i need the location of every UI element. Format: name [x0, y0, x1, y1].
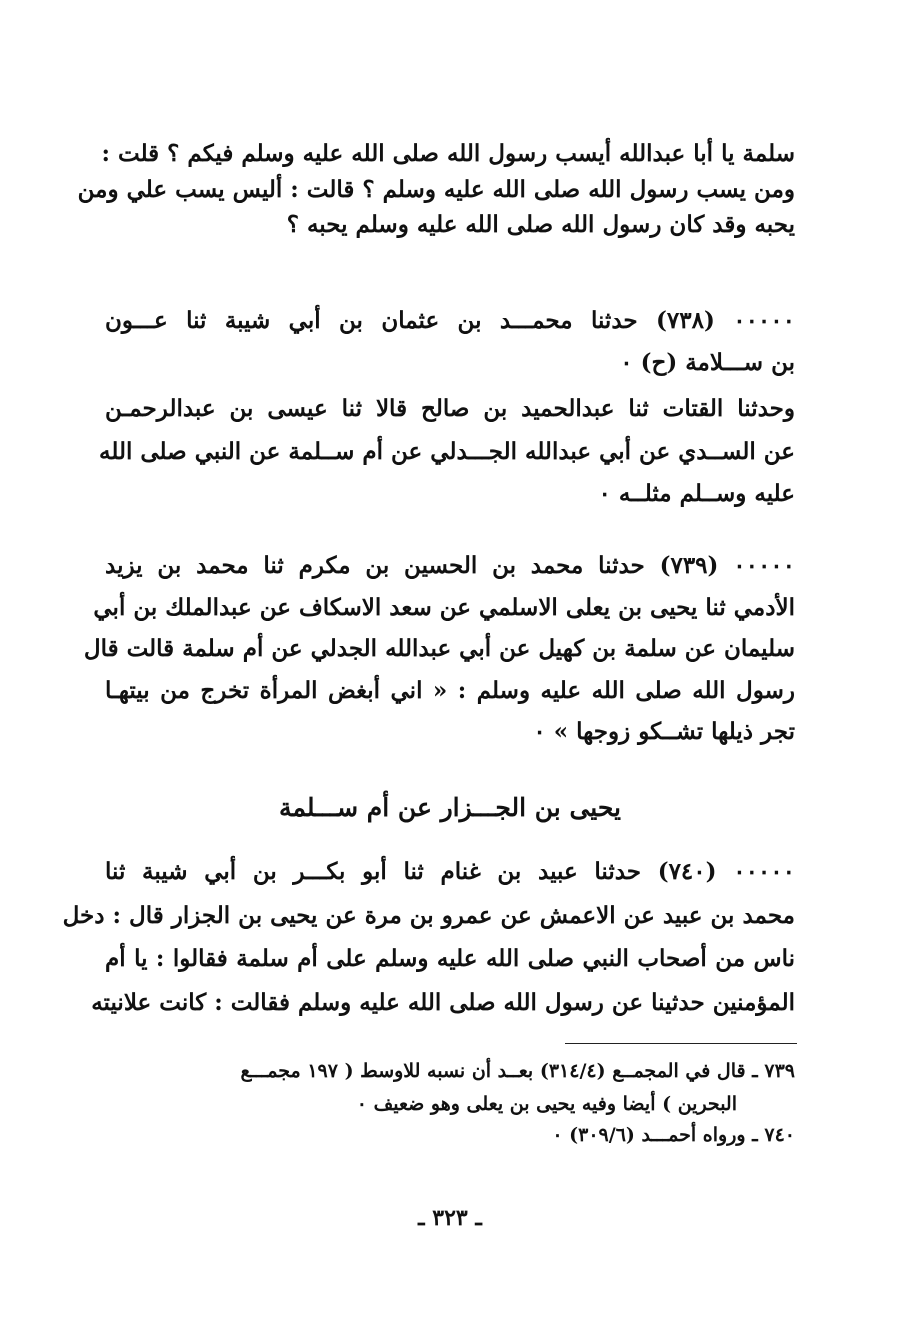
paragraph-hadith-740	[62, 858, 795, 1016]
text-line: المؤمنين حدثينا عن رسول الله صلى الله عليه وسلم فقالت : كانت علانيته	[91, 988, 795, 1016]
text-line: عن الســدي عن أبي عبدالله الجـــدلي عن أم ســلمة عن النبي صلى الله	[99, 437, 795, 465]
text-line: بن ســـلامة (ح) ٠	[620, 348, 795, 376]
footnote-739: ٧٣٩ ـ قال في المجمــع (٣١٤/٤) بعــد أن نسبه للاوسط ( ١٩٧ مجمـــع	[240, 1060, 795, 1082]
text-line: ناس من أصحاب النبي صلى الله عليه وسلم على أم سلمة فقالوا : يا أم	[105, 945, 795, 973]
paragraph-hadith-738	[105, 307, 795, 376]
text-line: رسول الله صلى الله عليه وسلم : « اني أبغض المرأة تخرج من بيتهـا	[105, 676, 795, 704]
text-line: يحبه وقد كان رسول الله صلى الله عليه وسلم يحبه ؟	[286, 211, 795, 239]
text-line: تجر ذيلها تشــكو زوجها » ٠	[533, 718, 795, 746]
text-line: وحدثنا القتات ثنا عبدالحميد بن صالح قالا ثنا عيسى بن عبدالرحمـن	[105, 395, 795, 422]
paragraph-continuation	[99, 395, 795, 508]
text-line: سلمة يا أبا عبدالله أيسب رسول الله صلى الله عليه وسلم فيكم ؟ قلت :	[101, 140, 795, 167]
text-line: سليمان عن سلمة بن كهيل عن أبي عبدالله الجدلي عن أم سلمة قالت قال	[83, 635, 795, 663]
footnote-739-continued: البحرين ) أيضا وفيه يحيى بن يعلى وهو ضعيف ٠	[356, 1093, 737, 1115]
text-line: عليه وســلم مثلــه ٠	[598, 480, 795, 508]
paragraph-1	[77, 140, 795, 239]
text-line: ٠٠٠٠٠ (٧٣٨) حدثنا محمـــد بن عثمان بن أبي شيبة ثنا عـــون	[105, 307, 795, 334]
section-heading: يحيى بن الجـــزار عن أم ســـلمة	[279, 793, 621, 822]
footnote-740: ٧٤٠ ـ ورواه أحمـــد (٣٠٩/٦) ٠	[552, 1124, 795, 1146]
text-line: ومن يسب رسول الله صلى الله عليه وسلم ؟ قالت : أليس يسب علي ومن	[77, 175, 795, 203]
text-line: ٠٠٠٠٠ (٧٣٩) حدثنا محمد بن الحسين بن مكرم ثنا محمد بن يزيد	[105, 552, 796, 579]
page-number: ـ ٣٢٣ ـ	[418, 1205, 482, 1231]
text-line: الأدمي ثنا يحيى بن يعلى الاسلمي عن سعد الاسكاف عن عبدالملك بن أبي	[93, 593, 795, 621]
text-line: ٠٠٠٠٠ (٧٤٠) حدثنا عبيد بن غنام ثنا أبو بكـــر بن أبي شيبة ثنا	[105, 858, 795, 885]
text-line: محمد بن عبيد عن الاعمش عن عمرو بن مرة عن يحيى بن الجزار قال : دخل	[62, 901, 795, 929]
footnote-separator	[565, 1043, 797, 1044]
paragraph-hadith-739	[83, 552, 796, 746]
